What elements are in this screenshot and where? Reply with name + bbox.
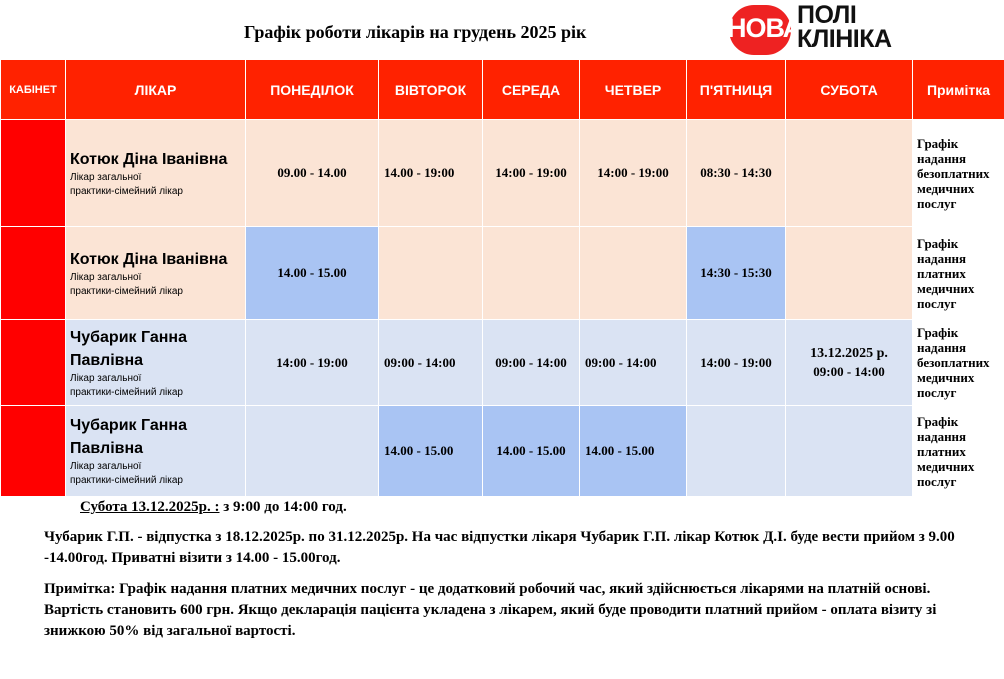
wednesday-hours [483, 227, 580, 320]
header-friday: П'ЯТНИЦЯ [687, 60, 786, 120]
saturday-hours [786, 227, 913, 320]
cabinet-cell [1, 227, 66, 320]
doctor-specialty: практики-сімейний лікар [70, 475, 183, 486]
monday-hours: 09.00 - 14.00 [246, 120, 379, 227]
doctor-name: Павлівна [70, 351, 144, 369]
monday-hours: 14:00 - 19:00 [246, 320, 379, 406]
wednesday-hours: 14.00 - 15.00 [483, 406, 580, 497]
clinic-logo [727, 0, 907, 60]
thursday-hours: 14.00 - 15.00 [580, 406, 687, 497]
doctor-specialty: Лікар загальної [70, 171, 142, 183]
header-doctor: ЛІКАР [66, 60, 246, 120]
logo-nova-text: НОВА [727, 13, 802, 43]
doctor-cell [66, 320, 246, 406]
doctor-cell [66, 120, 246, 227]
saturday-schedule-line [80, 499, 347, 516]
table-row [1, 120, 1004, 227]
page-title: Графік роботи лікарів на грудень 2025 рік [244, 22, 587, 42]
cabinet-cell [1, 120, 66, 227]
friday-hours [687, 406, 786, 497]
doctor-cell [66, 227, 246, 320]
doctor-specialty: практики-сімейний лікар [70, 386, 183, 398]
doctor-name: Павлівна [70, 440, 144, 457]
doctor-name: Чубарик Ганна [70, 417, 187, 434]
friday-hours: 14:00 - 19:00 [687, 320, 786, 406]
friday-hours: 08:30 - 14:30 [687, 120, 786, 227]
thursday-hours: 09:00 - 14:00 [580, 320, 687, 406]
doctor-name: Котюк Діна Іванівна [70, 250, 228, 268]
doctor-specialty: Лікар загальної [70, 461, 142, 472]
tuesday-hours: 14.00 - 19:00 [379, 120, 483, 227]
cabinet-cell [1, 406, 66, 497]
logo-klinika-text: КЛІНІКА [797, 25, 892, 53]
saturday-time: 09:00 - 14:00 [813, 363, 885, 379]
thursday-hours: 14:00 - 19:00 [580, 120, 687, 227]
header-tuesday: ВІВТОРОК [379, 60, 483, 120]
tuesday-hours [379, 227, 483, 320]
doctor-name: Котюк Діна Іванівна [70, 150, 228, 168]
table-row [1, 227, 1004, 320]
header-note: Примітка [913, 60, 1004, 120]
wednesday-hours: 14:00 - 19:00 [483, 120, 580, 227]
doctor-specialty: практики-сімейний лікар [70, 285, 183, 297]
monday-hours [246, 406, 379, 497]
doctor-specialty: практики-сімейний лікар [70, 185, 183, 197]
saturday-hours [786, 320, 913, 406]
tuesday-hours: 14.00 - 15.00 [379, 406, 483, 497]
note-cell: Графік надання безоплатних медичних послуг [913, 120, 1004, 227]
doctor-specialty: Лікар загальної [70, 271, 142, 283]
logo-poli-text: ПОЛІ [797, 1, 857, 29]
doctor-name: Чубарик Ганна [70, 328, 187, 346]
saturday-hours-text: з 9:00 до 14:00 год. [219, 499, 347, 515]
wednesday-hours: 09:00 - 14:00 [483, 320, 580, 406]
header-wednesday: СЕРЕДА [483, 60, 580, 120]
table-row [1, 320, 1004, 406]
saturday-date: 13.12.2025 р. [810, 345, 888, 361]
monday-hours: 14.00 - 15.00 [246, 227, 379, 320]
saturday-hours [786, 406, 913, 497]
header-cabinet: КАБІНЕТ [1, 60, 66, 120]
thursday-hours [580, 227, 687, 320]
note-cell: Графік надання платних медичних послуг [913, 227, 1004, 320]
saturday-label: Субота 13.12.2025р. : [80, 499, 220, 515]
vacation-paragraph: Чубарик Г.П. - відпустка з 18.12.2025р. по 31.12.2025р. На час відпустки лікаря Чубарик Г.П. лікар Котюк Д.І. буде вести прийом з 9.00 -14.00год. Приватні візити з 14.00 - 15.00год. [44, 529, 955, 566]
doctor-cell [66, 406, 246, 497]
header-thursday: ЧЕТВЕР [580, 60, 687, 120]
table-row [1, 406, 1004, 497]
note-cell: Графік надання платних медичних послуг [913, 406, 1004, 497]
saturday-hours [786, 120, 913, 227]
note-cell: Графік надання безоплатних медичних послуг [913, 320, 1004, 406]
header-saturday: СУБОТА [786, 60, 913, 120]
table-header-row [1, 60, 1004, 120]
cabinet-cell [1, 320, 66, 406]
friday-hours: 14:30 - 15:30 [687, 227, 786, 320]
doctor-specialty: Лікар загальної [70, 372, 142, 384]
tuesday-hours: 09:00 - 14:00 [379, 320, 483, 406]
header-monday: ПОНЕДІЛОК [246, 60, 379, 120]
schedule-table [0, 59, 1004, 497]
note-paragraph: Примітка: Графік надання платних медичних послуг - це додатковий робочий час, який здійснюється лікарями на платній основі. Вартість становить 600 грн. Якщо декларація пацієнта укладена з лікарем, який буде проводити платний прийом - оплата візиту зі знижкою 50% від загальної вартості. [44, 581, 937, 639]
